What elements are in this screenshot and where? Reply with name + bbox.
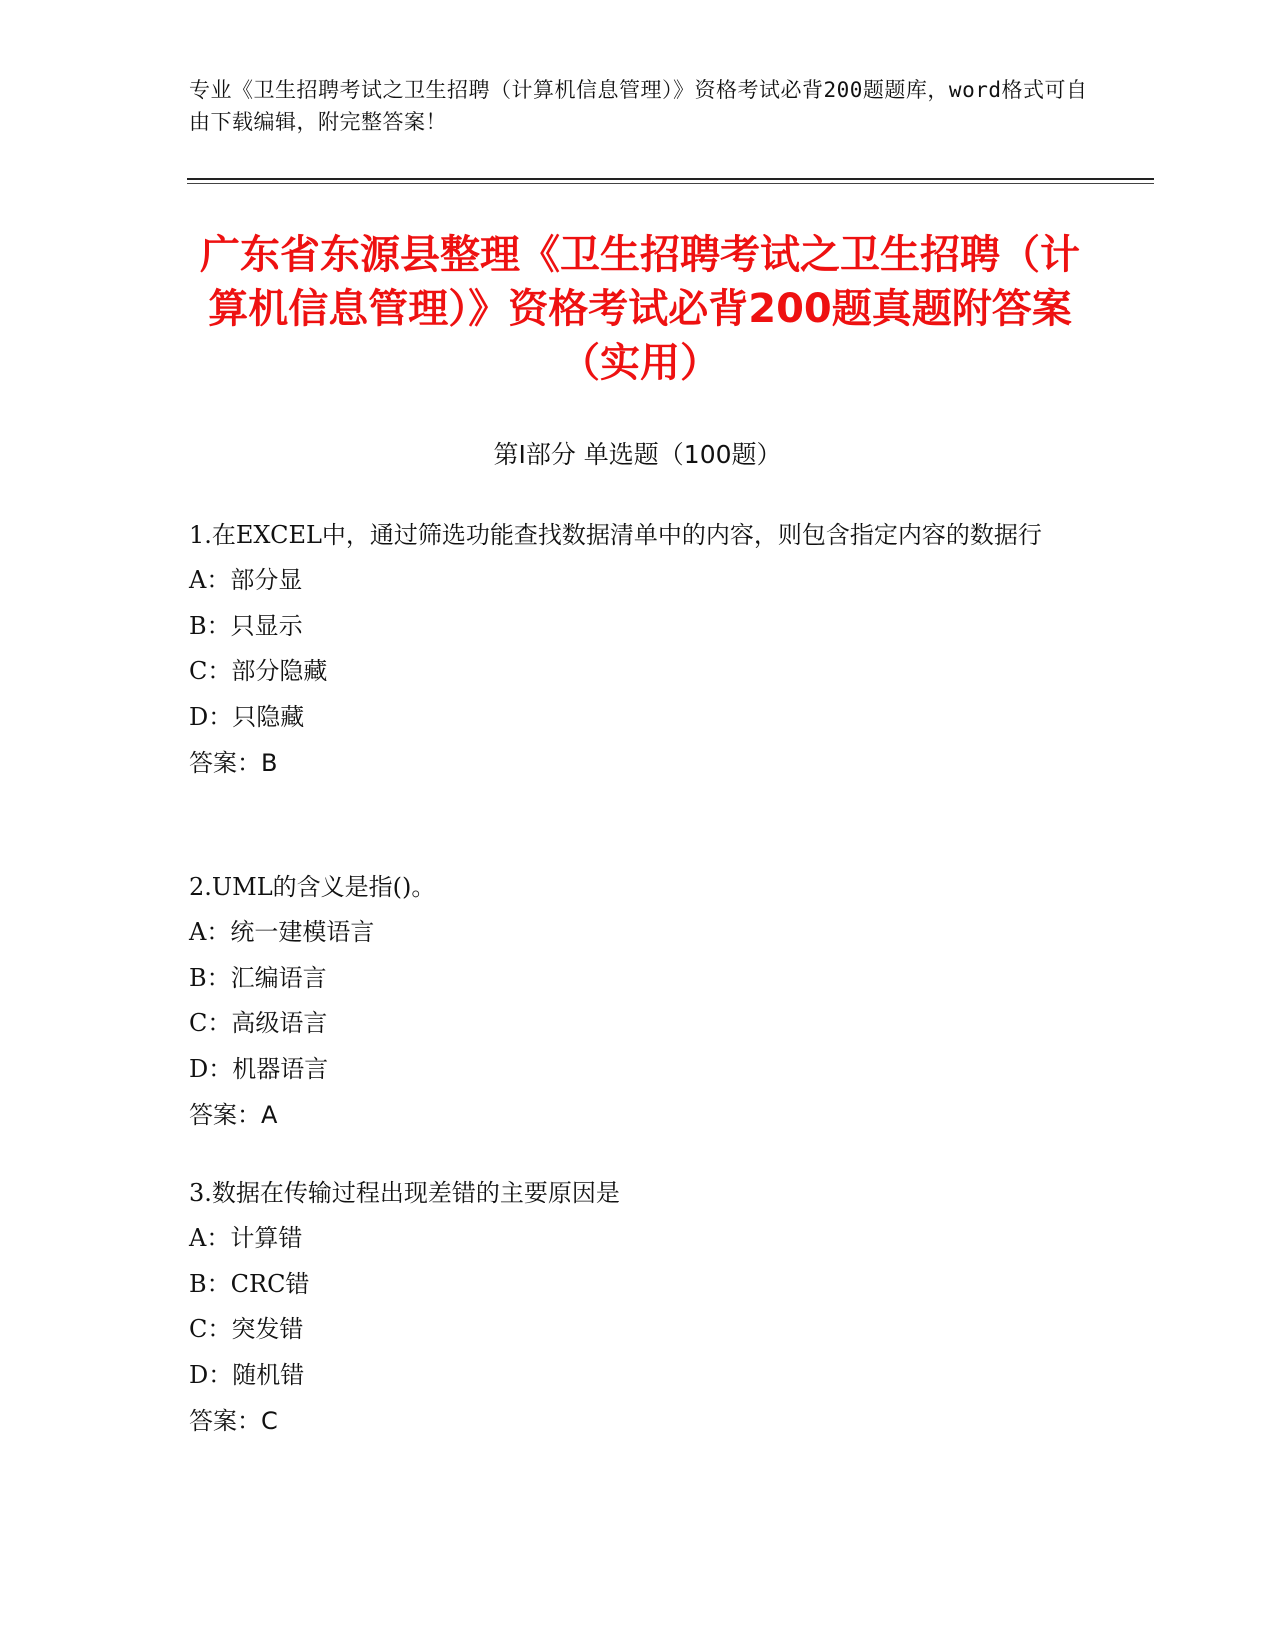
option-b: B：汇编语言 xyxy=(189,963,327,992)
option-a: A：部分显 xyxy=(189,566,303,594)
question-2 xyxy=(189,864,1069,1138)
option-a: A：计算错 xyxy=(189,1224,303,1252)
question-1 xyxy=(189,512,1069,786)
answer-line: 答案：B xyxy=(189,749,278,777)
question-3 xyxy=(189,1170,1069,1444)
option-d: D：随机错 xyxy=(189,1360,305,1389)
option-c: C：部分隐藏 xyxy=(189,657,328,685)
option-d: D：只隐藏 xyxy=(189,702,305,731)
question-stem: 1.在EXCEL中，通过筛选功能查找数据清单中的内容，则包含指定内容的数据行 xyxy=(189,521,1042,549)
option-b: B：只显示 xyxy=(189,611,303,640)
option-c: C：突发错 xyxy=(189,1315,304,1343)
section-title: 第I部分 单选题（100题） xyxy=(493,440,782,469)
option-c: C：高级语言 xyxy=(189,1009,328,1037)
question-stem: 3.数据在传输过程出现差错的主要原因是 xyxy=(189,1179,620,1207)
option-d: D：机器语言 xyxy=(189,1054,329,1083)
document-title: 广东省东源县整理《卫生招聘考试之卫生招聘（计算机信息管理）》资格考试必背200题真题附答案（实用） xyxy=(200,232,1080,386)
header-note: 专业《卫生招聘考试之卫生招聘（计算机信息管理）》资格考试必背200题题库，word格式可自由下载编辑，附完整答案！ xyxy=(189,78,1088,134)
option-a: A：统一建模语言 xyxy=(189,918,375,946)
option-b: B：CRC错 xyxy=(189,1269,310,1298)
header-divider-thick xyxy=(187,178,1154,180)
question-stem: 2.UML的含义是指()。 xyxy=(189,873,436,901)
header-divider-thin xyxy=(187,183,1154,184)
answer-line: 答案：A xyxy=(189,1101,278,1129)
answer-line: 答案：C xyxy=(189,1407,278,1435)
